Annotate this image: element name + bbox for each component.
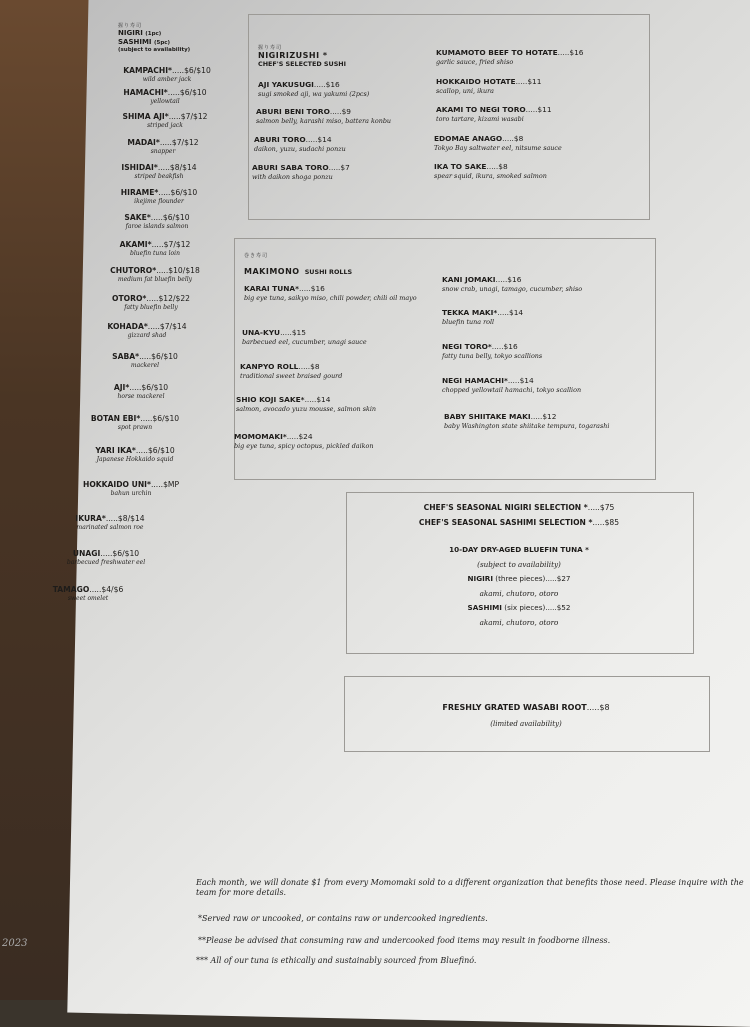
list-item: SHIO KOJI SAKE*.....$14 salmon, avocado yuzu mousse, salmon skin xyxy=(236,395,377,413)
list-item: KAMPACHI*.....$6/$10 wild amber jack xyxy=(123,66,211,83)
donation-note: Each month, we will donate $1 from every Momomaki sold to a different organization that benefits those need. Please inquire with the team for more details. xyxy=(196,878,744,897)
list-item: KOHADA*.....$7/$14 gizzard shad xyxy=(107,322,187,339)
nigiri-sashimi-header: 握り寿司 NIGIRI (1pc) SASHIMI (5pc) (subject to availability) xyxy=(118,22,238,53)
makimono-title: MAKIMONO xyxy=(244,267,300,276)
nigiri-kanji: 握り寿司 xyxy=(118,23,143,29)
list-item: SHIMA AJI*.....$7/$12 striped jack xyxy=(122,112,208,129)
seasonal-selections: CHEF'S SEASONAL NIGIRI SELECTION *.....$75 CHEF'S SEASONAL SASHIMI SELECTION *.....$85 xyxy=(418,503,620,527)
footnote-advisory: **Please be advised that consuming raw and undercooked food items may result in foodborne illness. xyxy=(198,936,611,945)
seasonal-nigiri-price: $75 xyxy=(599,503,615,512)
wasabi-item: FRESHLY GRATED WASABI ROOT.....$8 (limited availability) xyxy=(442,703,610,728)
list-item: MOMOMAKI*.....$24 big eye tuna, spicy octopus, pickled daikon xyxy=(234,432,374,450)
list-item: NEGI HAMACHI*.....$14 chopped yellowtail hamachi, tokyo scallion xyxy=(442,376,582,394)
makimono-header: 巻き寿司 MAKIMONO SUSHI ROLLS xyxy=(244,253,353,276)
availability-note: (subject to availability) xyxy=(118,47,191,53)
dry-aged-tuna: 10-DAY DRY-AGED BLUEFIN TUNA * (subject to availability) NIGIRI (three pieces).....$27 akami, chutoro, otoro SASHIMI (six pieces).....$52 akami, chutoro, otoro xyxy=(346,543,692,630)
seasonal-nigiri-label: CHEF'S SEASONAL NIGIRI SELECTION * xyxy=(423,503,588,512)
list-item: UNAGI.....$6/$10 barbecued freshwater eel xyxy=(66,549,146,566)
list-item: NEGI TORO*.....$16 fatty tuna belly, tokyo scallions xyxy=(442,342,543,360)
list-item: KUMAMOTO BEEF TO HOTATE.....$16 garlic sauce, fried shiso xyxy=(436,48,584,66)
nigirizushi-header: 握り寿司 NIGIRIZUSHI * CHEF'S SELECTED SUSHI xyxy=(258,45,347,68)
list-item: BABY SHIITAKE MAKI.....$12 baby Washington state shiitake tempura, togarashi xyxy=(444,412,610,430)
list-item: YARI IKA*.....$6/$10 Japanese Hokkaido squid xyxy=(95,446,175,463)
list-item: IKA TO SAKE.....$8 spear squid, ikura, smoked salmon xyxy=(434,162,547,180)
list-item: OTORO*.....$12/$22 fatty bluefin belly xyxy=(112,294,190,311)
list-item: AJI*.....$6/$10 horse mackerel xyxy=(113,383,169,400)
list-item: MADAI*.....$7/$12 snapper xyxy=(127,138,199,155)
list-item: UNA-KYU.....$15 barbecued eel, cucumber, unagi sauce xyxy=(242,328,367,346)
nigirizushi-title: NIGIRIZUSHI * xyxy=(258,51,328,60)
list-item: ISHIDAI*.....$8/$14 striped beakfish xyxy=(121,163,197,180)
list-item: HIRAME*.....$6/$10 ikejime flounder xyxy=(120,188,198,205)
list-item: TEKKA MAKI*.....$14 bluefin tuna roll xyxy=(442,308,524,326)
sashimi-title: SASHIMI xyxy=(118,38,152,46)
footnote-raw: *Served raw or uncooked, or contains raw or undercooked ingredients. xyxy=(198,914,488,923)
list-item: HOKKAIDO UNI*.....$MP bahun urchin xyxy=(82,480,180,497)
list-item: ABURI SABA TORO.....$7 with daikon shoga ponzu xyxy=(252,163,350,181)
list-item: TAMAGO.....$4/$6 sweet omelet xyxy=(52,585,124,602)
footnote-tuna: *** All of our tuna is ethically and sustainably sourced from Bluefinó. xyxy=(196,956,477,965)
seasonal-sashimi-label: CHEF'S SEASONAL SASHIMI SELECTION * xyxy=(418,518,593,527)
list-item: AKAMI TO NEGI TORO.....$11 toro tartare, kizami wasabi xyxy=(436,105,552,123)
list-item: KARAI TUNA*.....$16 big eye tuna, saikyo miso, chili powder, chili oil mayo xyxy=(244,284,417,302)
list-item: SAKE*.....$6/$10 faroe islands salmon xyxy=(124,213,190,230)
list-item: KANPYO ROLL.....$8 traditional sweet braised gourd xyxy=(240,362,343,380)
makimono-subtitle: SUSHI ROLLS xyxy=(304,268,353,276)
list-item: HAMACHI*.....$6/$10 yellowtail xyxy=(123,88,207,105)
seasonal-sashimi-price: $85 xyxy=(604,518,620,527)
list-item: ABURI BENI TORO.....$9 salmon belly, karashi miso, battera konbu xyxy=(256,107,392,125)
list-item: HOKKAIDO HOTATE.....$11 scallop, uni, ikura xyxy=(436,77,542,95)
list-item: ABURI TORO.....$14 daikon, yuzu, sudachi ponzu xyxy=(254,135,346,153)
list-item: AJI YAKUSUGI.....$16 sugi smoked aji, wa yakumi (2pcs) xyxy=(258,80,370,98)
list-item: KANI JOMAKI.....$16 snow crab, unagi, tamago, cucumber, shiso xyxy=(442,275,583,293)
copyright-year: 2023 xyxy=(2,938,28,949)
nigirizushi-subtitle: CHEF'S SELECTED SUSHI xyxy=(258,60,347,68)
tuna-title: 10-DAY DRY-AGED BLUEFIN TUNA * xyxy=(449,545,589,554)
list-item: EDOMAE ANAGO.....$8 Tokyo Bay saltwater eel, nitsume sauce xyxy=(434,134,562,152)
nigiri-title: NIGIRI xyxy=(118,29,143,37)
list-item: IKURA*.....$8/$14 marinated salmon roe xyxy=(75,514,145,531)
list-item: SABA*.....$6/$10 mackerel xyxy=(112,352,178,369)
list-item: BOTAN EBI*.....$6/$10 spot prawn xyxy=(90,414,180,431)
list-item: AKAMI*.....$7/$12 bluefin tuna loin xyxy=(119,240,191,257)
list-item: CHUTORO*.....$10/$18 medium fat bluefin belly xyxy=(110,266,200,283)
